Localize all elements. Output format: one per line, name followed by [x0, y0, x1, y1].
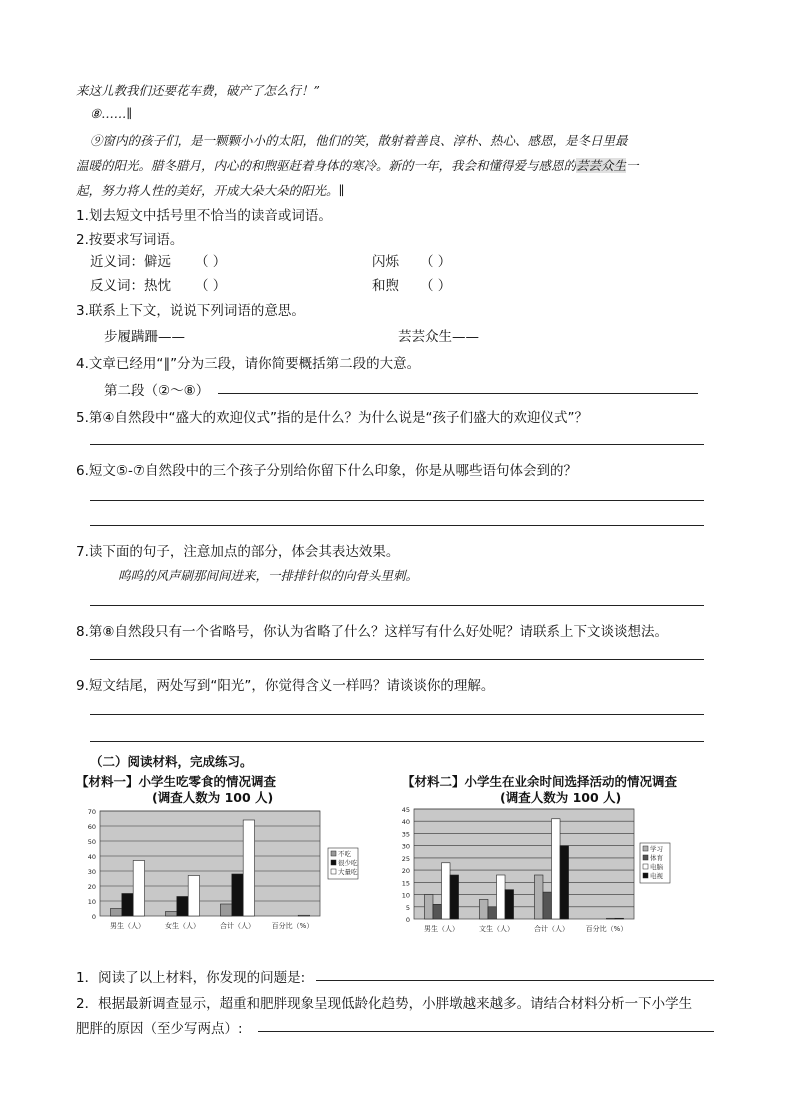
- question-2: 2.按要求写词语。: [76, 232, 184, 248]
- legend-label: 不吃: [338, 850, 351, 858]
- legend-label: 很少吃: [338, 859, 358, 867]
- legend-label: 体育: [650, 854, 663, 862]
- question-4: 4.文章已经用“∥”分为三段，请你简要概括第二段的大意。: [76, 356, 421, 372]
- bar-学习: [424, 895, 433, 919]
- chart-snack-survey: [80, 806, 370, 946]
- bar-大量吃: [243, 820, 254, 916]
- question-5: 5.第④自然段中“盛大的欢迎仪式”指的是什么？为什么说是“孩子们盛大的欢迎仪式”？: [76, 410, 588, 426]
- legend-label: 电视: [650, 872, 663, 880]
- legend-swatch: [643, 855, 648, 860]
- bar-大量吃: [188, 876, 199, 917]
- question-7: 7.读下面的句子，注意加点的部分，体会其表达效果。: [76, 544, 400, 560]
- part2-question-2a: 2．根据最新调查显示，超重和肥胖现象呈现低龄化趋势，小胖墩越来越多。请结合材料分析一下小学生: [76, 996, 693, 1012]
- q3-term-b: 芸芸众生——: [398, 329, 479, 345]
- x-tick-label: 合计（人）: [220, 922, 255, 930]
- bar-体育: [433, 904, 442, 919]
- y-tick-label: 40: [401, 818, 410, 827]
- q2-synonym-blank[interactable]: （ ）: [195, 254, 227, 270]
- q2-synonym-label: 近义词：僻远: [90, 254, 171, 270]
- bar-电脑: [607, 918, 616, 919]
- y-tick-label: 10: [401, 891, 410, 900]
- chart1-title: 【材料一】小学生吃零食的情况调查: [76, 774, 277, 789]
- y-tick-label: 30: [401, 842, 410, 851]
- x-tick-label: 男生（人）: [424, 925, 459, 933]
- bar-电视: [505, 890, 514, 919]
- q2-synonym2-label: 闪烁: [372, 254, 399, 270]
- bar-不吃: [220, 904, 231, 916]
- y-tick-label: 70: [87, 808, 96, 816]
- question-6: 6.短文⑤-⑦自然段中的三个孩子分别给你留下什么印象，你是从哪些语句体会到的？: [76, 463, 577, 479]
- y-tick-label: 15: [401, 879, 410, 888]
- x-tick-label: 百分比（%）: [585, 925, 628, 933]
- bar-很少吃: [177, 897, 188, 917]
- q3-term-a: 步履蹒跚——: [104, 329, 185, 345]
- q9-answer-line-2[interactable]: [90, 741, 704, 742]
- y-tick-label: 30: [87, 868, 96, 876]
- part2-question-2b: 肥胖的原因（至少写两点）:: [76, 1021, 243, 1037]
- q6-answer-line-2[interactable]: [90, 525, 704, 526]
- legend-swatch: [331, 860, 336, 865]
- y-tick-label: 25: [401, 854, 410, 863]
- question-3: 3.联系上下文，说说下列词语的意思。: [76, 303, 305, 319]
- chart1-subtitle: (调查人数为 100 人): [152, 790, 274, 805]
- legend-swatch: [643, 846, 648, 851]
- x-tick-label: 百分比（%）: [271, 922, 314, 930]
- y-tick-label: 50: [87, 838, 96, 846]
- bar-大量吃: [133, 861, 144, 917]
- legend-label: 学习: [650, 845, 663, 853]
- question-1: 1.划去短文中括号里不恰当的读音或词语。: [76, 208, 332, 224]
- section2-heading: （二）阅读材料，完成练习。: [90, 754, 253, 769]
- bar-电视: [450, 875, 459, 919]
- highlighted-phrase: 芸芸众生: [576, 158, 627, 173]
- q2-antonym-label: 反义词：热忱: [90, 278, 171, 294]
- legend-swatch: [331, 851, 336, 856]
- y-tick-label: 0: [405, 916, 410, 924]
- q5-answer-line[interactable]: [90, 444, 704, 445]
- y-tick-label: 40: [87, 853, 96, 861]
- bar-体育: [488, 907, 497, 919]
- y-tick-label: 35: [401, 830, 410, 839]
- q2-synonym2-blank[interactable]: （ ）: [420, 254, 452, 270]
- q2-antonym2-label: 和煦: [372, 278, 399, 294]
- q7-answer-line[interactable]: [90, 605, 704, 606]
- passage-line-3: ⑨窗内的孩子们，是一颗颗小小的太阳，他们的笑，散射着善良、淳朴、热心、感恩，是冬日里最: [90, 133, 628, 148]
- y-tick-label: 60: [87, 823, 96, 831]
- bar-电视: [615, 918, 624, 919]
- x-tick-label: 合计（人）: [534, 925, 569, 933]
- bar-体育: [543, 892, 552, 919]
- part2-q1-answer-line[interactable]: [316, 980, 714, 981]
- y-tick-label: 10: [87, 898, 96, 906]
- bar-很少吃: [122, 894, 133, 917]
- y-tick-label: 5: [405, 903, 410, 912]
- x-tick-label: 女生（人）: [165, 922, 200, 930]
- chart2-subtitle: (调查人数为 100 人): [500, 790, 622, 805]
- bar-学习: [479, 899, 488, 919]
- bar-电脑: [552, 819, 561, 919]
- legend-swatch: [643, 864, 648, 869]
- q9-answer-line-1[interactable]: [90, 714, 704, 715]
- bar-电脑: [497, 875, 506, 919]
- bar-学习: [534, 875, 543, 919]
- bar-不吃: [110, 909, 121, 917]
- part2-question-1: 1．阅读了以上材料，你发现的问题是:: [76, 970, 306, 986]
- bar-大量吃: [298, 915, 309, 916]
- passage-line-5: 起，努力将人性的美好，开成大朵大朵的阳光。∥: [76, 183, 345, 198]
- question-8: 8.第⑧自然段只有一个省略号，你认为省略了什么？这样写有什么好处呢？请联系上下文谈谈想法。: [76, 624, 668, 640]
- y-tick-label: 20: [87, 883, 96, 891]
- question-9: 9.短文结尾，两处写到“阳光”，你觉得含义一样吗？请谈谈你的理解。: [76, 678, 495, 694]
- x-tick-label: 文生（人）: [479, 925, 514, 933]
- y-tick-label: 0: [91, 913, 96, 921]
- part2-q2-answer-line[interactable]: [258, 1031, 714, 1032]
- q4-label: 第二段（②～⑧）: [104, 383, 210, 399]
- chart-leisure-survey: [372, 803, 672, 946]
- bar-不吃: [165, 912, 176, 917]
- bar-电脑: [442, 863, 451, 919]
- q7-sentence: 呜呜的风声刷那间间进来，一排排针似的向骨头里刺。: [118, 568, 419, 583]
- passage-line-1: 来这儿教我们还要花车费，破产了怎么行！”: [76, 83, 320, 98]
- q6-answer-line-1[interactable]: [90, 500, 704, 501]
- passage-line-2: ⑧……∥: [90, 106, 132, 121]
- q4-answer-line[interactable]: [218, 393, 698, 394]
- legend-label: 大量吃: [338, 868, 358, 876]
- legend-swatch: [331, 869, 336, 874]
- q2-antonym-blank[interactable]: （ ）: [195, 278, 227, 294]
- y-tick-label: 20: [401, 867, 410, 876]
- x-tick-label: 男生（人）: [110, 922, 145, 930]
- passage-line-4: 温暖的阳光。腊冬腊月，内心的和煦驱赶着身体的寒冷。新的一年，我会和懂得爱与感恩的芸芸众生一: [76, 158, 639, 173]
- q8-answer-line[interactable]: [90, 659, 704, 660]
- bar-电视: [560, 846, 569, 919]
- legend-swatch: [643, 873, 648, 878]
- bar-很少吃: [232, 874, 243, 916]
- legend-label: 电脑: [650, 863, 663, 871]
- q2-antonym2-blank[interactable]: （ ）: [420, 278, 452, 294]
- chart2-title: 【材料二】小学生在业余时间选择活动的情况调查: [402, 774, 678, 789]
- y-tick-label: 45: [401, 806, 410, 814]
